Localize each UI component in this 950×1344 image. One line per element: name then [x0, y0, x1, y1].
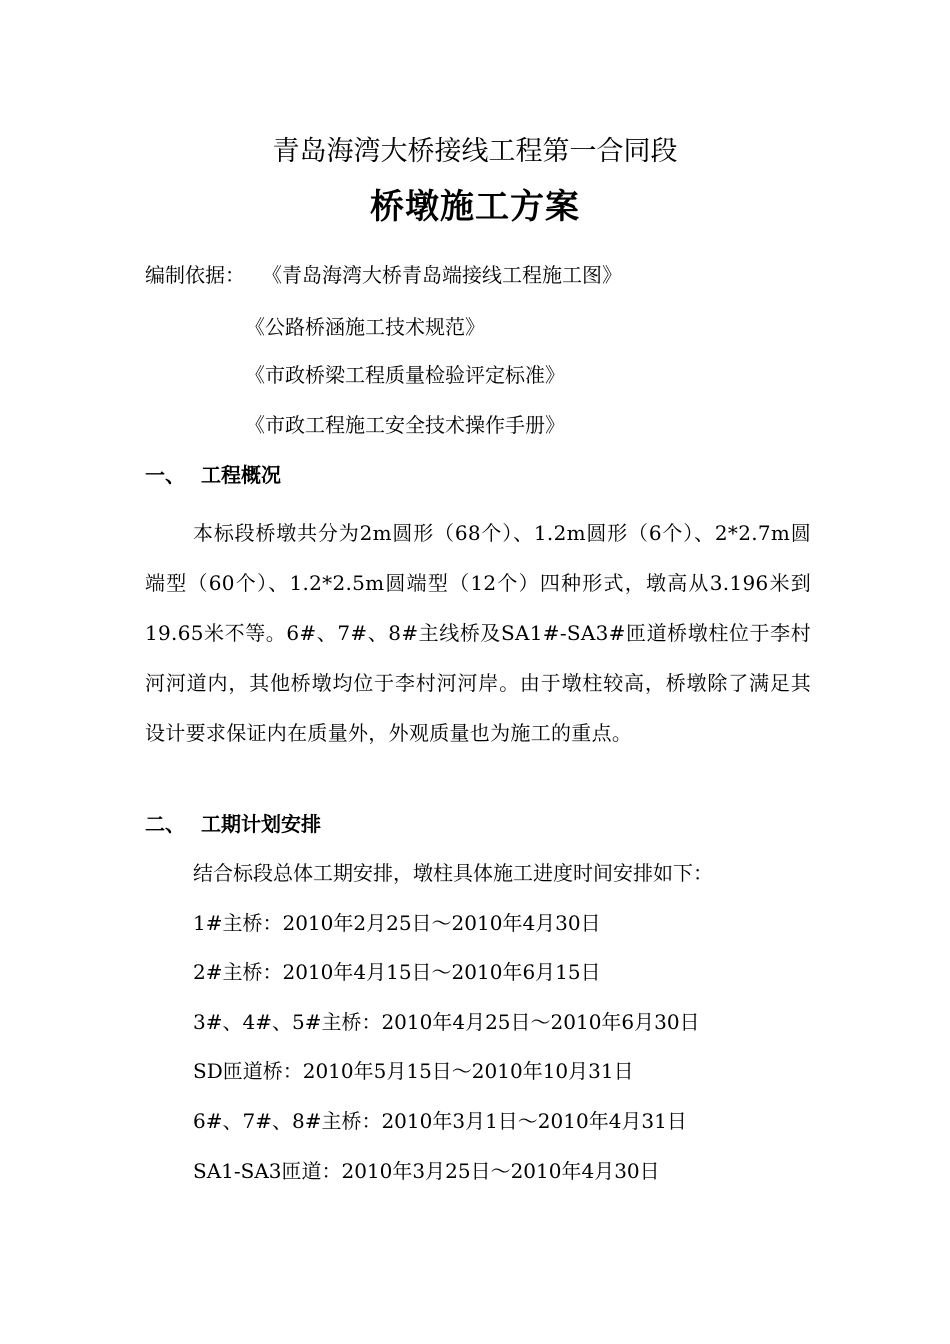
- schedule-intro: 结合标段总体工期安排，墩柱具体施工进度时间安排如下：: [193, 861, 713, 885]
- section-number: 一、: [145, 463, 185, 487]
- basis-item: 《市政工程施工安全技术操作手册》: [245, 413, 565, 437]
- basis-item: 《青岛海湾大桥青岛端接线工程施工图》: [262, 263, 622, 287]
- section-number: 二、: [145, 812, 185, 836]
- schedule-item: SD匝道桥：2010年5月15日～2010年10月31日: [193, 1059, 634, 1083]
- document-subtitle: 桥墩施工方案: [370, 187, 580, 227]
- schedule-item: 1#主桥：2010年2月25日～2010年4月30日: [193, 911, 601, 935]
- section-title: 工程概况: [201, 463, 281, 487]
- section-heading-schedule: [145, 809, 321, 839]
- schedule-item: 2#主桥：2010年4月15日～2010年6月15日: [193, 960, 601, 984]
- section-title: 工期计划安排: [201, 812, 321, 836]
- schedule-item: SA1-SA3匝道：2010年3月25日～2010年4月30日: [193, 1159, 660, 1183]
- schedule-item: 3#、4#、5#主桥：2010年4月25日～2010年6月30日: [193, 1010, 700, 1034]
- schedule-item: 6#、7#、8#主桥：2010年3月1日～2010年4月31日: [193, 1109, 687, 1133]
- basis-item: 《市政桥梁工程质量检验评定标准》: [245, 363, 565, 387]
- document-title: 青岛海湾大桥接线工程第一合同段: [272, 136, 678, 167]
- basis-item: 《公路桥涵施工技术规范》: [245, 315, 485, 339]
- basis-label: 编制依据：: [145, 263, 245, 287]
- section-heading-overview: [145, 460, 281, 490]
- overview-paragraph: 本标段桥墩共分为2m圆形（68个）、1.2m圆形（6个）、2*2.7m圆端型（60个）、1.2*2.5m圆端型（12个）四种形式，墩高从3.196米到19.65米不等。6#、7#、8#主线桥及SA1#-SA3#匝道桥墩柱位于李村河河道内，其他桥墩均位于李村河河岸。由于墩柱较高，桥墩除了满足其设计要求保证内在质量外，外观质量也为施工的重点。: [145, 521, 811, 745]
